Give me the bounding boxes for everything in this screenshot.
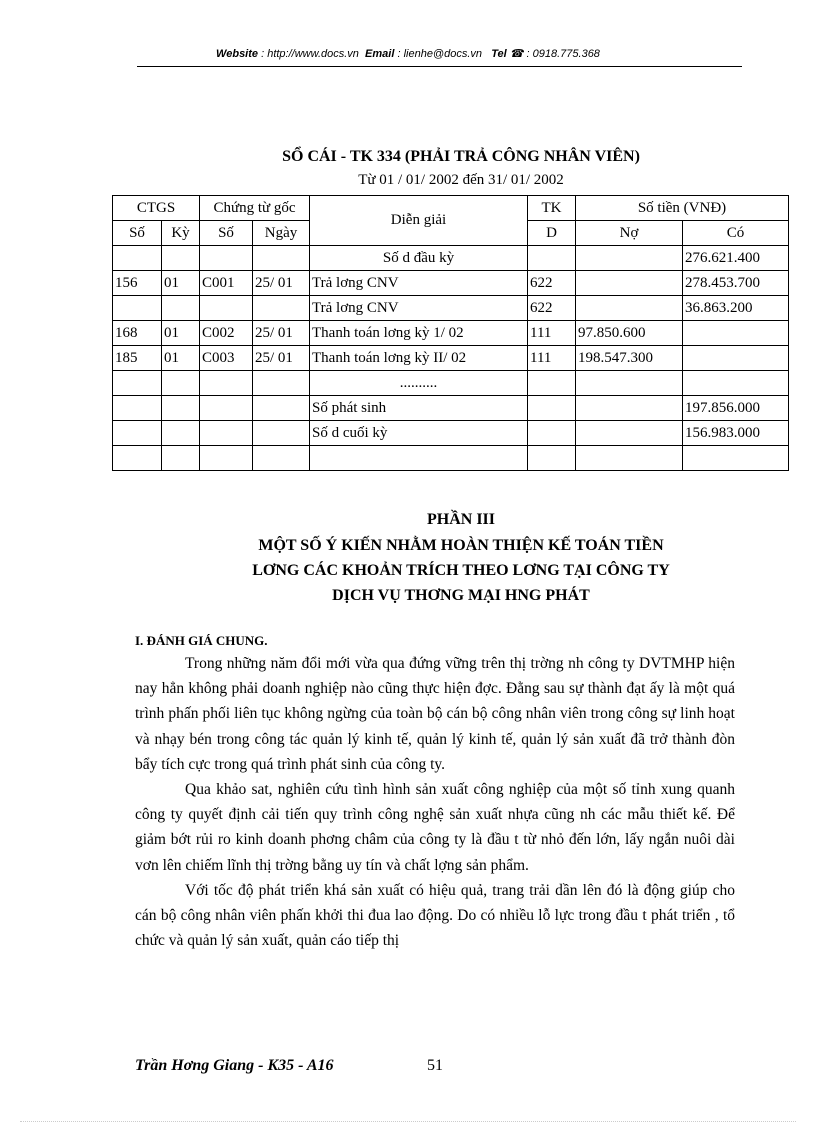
cell-dien-giai xyxy=(310,446,528,471)
cell-chung-tu-so xyxy=(200,396,253,421)
cell-co xyxy=(683,321,789,346)
cell-ctgs-so xyxy=(113,396,162,421)
header-divider xyxy=(137,66,742,67)
cell-ky: 01 xyxy=(162,346,200,371)
cell-ngay xyxy=(253,421,310,446)
cell-chung-tu-so xyxy=(200,421,253,446)
table-row xyxy=(113,371,789,396)
header-so-tien: Số tiền (VNĐ) xyxy=(576,196,789,221)
cell-dien-giai: Số d cuối kỳ xyxy=(310,421,528,446)
cell-co: 276.621.400 xyxy=(683,246,789,271)
cell-tk: 622 xyxy=(528,271,576,296)
table-row xyxy=(113,446,789,471)
cell-ngay xyxy=(253,371,310,396)
table-row xyxy=(113,346,789,371)
cell-chung-tu-so xyxy=(200,246,253,271)
cell-co xyxy=(683,371,789,396)
part-label: PHẦN III xyxy=(426,511,495,528)
cell-dien-giai: Số phát sinh xyxy=(310,396,528,421)
table-row xyxy=(113,421,789,446)
header-ctgs: CTGS xyxy=(113,196,200,221)
footer-divider xyxy=(20,1121,796,1122)
cell-tk: 111 xyxy=(528,321,576,346)
page-number: 51 xyxy=(427,1057,443,1074)
cell-tk xyxy=(528,371,576,396)
part-title-line2: LƠNG CÁC KHOẢN TRÍCH THEO LƠNG TẠI CÔNG TY xyxy=(252,562,670,579)
table-header-row xyxy=(113,196,789,221)
email-link[interactable]: lienhe@docs.vn xyxy=(403,48,483,60)
cell-dien-giai: Thanh toán lơng kỳ II/ 02 xyxy=(310,346,528,371)
cell-ky: 01 xyxy=(162,321,200,346)
part-title-line3: DỊCH VỤ THƠNG MẠI HNG PHÁT xyxy=(332,587,590,604)
email-label: Email xyxy=(365,48,395,60)
paragraph: Với tốc độ phát triển khá sản xuất có hiệu quả, trang trải dần lên đó là động giúp cho cán bộ công nhân viên phấn khởi thi đua lao động. Do có nhiều lỗ lực trong đầu t phát triển , tổ chức và quản lý sản xuất, quản cáo tiếp thị xyxy=(135,881,735,950)
cell-ky: 01 xyxy=(162,271,200,296)
cell-ky xyxy=(162,296,200,321)
cell-ngay: 25/ 01 xyxy=(253,346,310,371)
cell-tk xyxy=(528,446,576,471)
cell-ctgs-so xyxy=(113,246,162,271)
cell-no xyxy=(576,371,683,396)
cell-dien-giai: Trả lơng CNV xyxy=(310,271,528,296)
cell-co xyxy=(683,446,789,471)
header-ky: Kỳ xyxy=(162,221,200,246)
cell-ngay: 25/ 01 xyxy=(253,271,310,296)
cell-ky xyxy=(162,396,200,421)
table-row xyxy=(113,321,789,346)
part-title-line1: MỘT SỐ Ý KIẾN NHẰM HOÀN THIỆN KẾ TOÁN TIỀN xyxy=(258,537,664,554)
table-row xyxy=(113,296,789,321)
cell-ctgs-so xyxy=(113,446,162,471)
website-link[interactable]: http://www.docs.vn xyxy=(267,48,359,60)
cell-dien-giai: Thanh toán lơng kỳ 1/ 02 xyxy=(310,321,528,346)
cell-ngay: 25/ 01 xyxy=(253,321,310,346)
phone-icon: ☎ xyxy=(506,48,524,60)
cell-ky xyxy=(162,421,200,446)
header-co: Có xyxy=(683,221,789,246)
header-dien-giai: Diễn giải xyxy=(310,196,528,246)
table-row xyxy=(113,396,789,421)
cell-chung-tu-so: C002 xyxy=(200,321,253,346)
cell-co: 36.863.200 xyxy=(683,296,789,321)
cell-no: 198.547.300 xyxy=(576,346,683,371)
cell-ctgs-so: 156 xyxy=(113,271,162,296)
website-label: Website xyxy=(216,48,259,60)
cell-no xyxy=(576,246,683,271)
cell-chung-tu-so: C001 xyxy=(200,271,253,296)
body-text xyxy=(135,651,735,953)
cell-no xyxy=(576,271,683,296)
cell-no xyxy=(576,421,683,446)
cell-co xyxy=(683,346,789,371)
header-so2: Số xyxy=(200,221,253,246)
header-no: Nợ xyxy=(576,221,683,246)
cell-tk xyxy=(528,421,576,446)
header-chung-tu: Chứng từ gốc xyxy=(200,196,310,221)
section-heading: I. ĐÁNH GIÁ CHUNG. xyxy=(135,633,268,648)
paragraph: Qua khảo sat, nghiên cứu tình hình sản xuất công nghiệp của một số tỉnh xung quanh công ty quyết định cải tiến quy trình công nghệ sản xuất nhựa cũng nh các mẫu thiết kế. Để giảm bớt rủi ro kinh doanh phơng châm của công ty là đầu t từ nhỏ đến lớn, lấy ngắn nuôi dài vơn lên chiếm lĩnh thị trờng bằng uy tín và chất lợng sản phẩm. xyxy=(135,781,735,874)
cell-ky xyxy=(162,371,200,396)
cell-ngay xyxy=(253,396,310,421)
ledger-title: SỔ CÁI - TK 334 (PHẢI TRẢ CÔNG NHÂN VIÊN) xyxy=(282,148,640,165)
cell-dien-giai: Trả lơng CNV xyxy=(310,296,528,321)
header-d: D xyxy=(528,221,576,246)
cell-ctgs-so: 168 xyxy=(113,321,162,346)
cell-chung-tu-so xyxy=(200,296,253,321)
cell-no xyxy=(576,446,683,471)
cell-ctgs-so xyxy=(113,421,162,446)
cell-tk xyxy=(528,396,576,421)
cell-dien-giai: .......... xyxy=(310,371,528,396)
cell-chung-tu-so xyxy=(200,446,253,471)
cell-ngay xyxy=(253,246,310,271)
cell-ctgs-so xyxy=(113,296,162,321)
ledger-table xyxy=(112,195,789,471)
header-tk: TK xyxy=(528,196,576,221)
header-ngay: Ngày xyxy=(253,221,310,246)
page-header: Website : http://www.docs.vn Email : lienhe@docs.vn Tel ☎ : 0918.775.368 xyxy=(216,48,600,60)
cell-ctgs-so xyxy=(113,371,162,396)
cell-ky xyxy=(162,446,200,471)
table-row xyxy=(113,271,789,296)
cell-co: 156.983.000 xyxy=(683,421,789,446)
header-so: Số xyxy=(113,221,162,246)
cell-ctgs-so: 185 xyxy=(113,346,162,371)
tel-label: Tel xyxy=(491,48,507,60)
table-row xyxy=(113,246,789,271)
cell-ngay xyxy=(253,296,310,321)
cell-tk: 111 xyxy=(528,346,576,371)
cell-co: 278.453.700 xyxy=(683,271,789,296)
cell-no xyxy=(576,396,683,421)
tel-value: 0918.775.368 xyxy=(532,48,600,60)
ledger-period: Từ 01 / 01/ 2002 đến 31/ 01/ 2002 xyxy=(358,172,564,188)
cell-no: 97.850.600 xyxy=(576,321,683,346)
cell-tk xyxy=(528,246,576,271)
cell-co: 197.856.000 xyxy=(683,396,789,421)
paragraph: Trong những năm đổi mới vừa qua đứng vững trên thị trờng nh công ty DVTMHP hiện nay hẳn không phải doanh nghiệp nào cũng thực hiện đợc. Đằng sau sự thành đạt ấy là một quá trình phấn phối liên tục không ngừng của toàn bộ cán bộ công nhân viên trong công sự linh hoạt và nhạy bén trong công tác quản lý kinh tế, quản lý kinh tế, quản lý sản xuất đã trở thành đòn bẩy tích cực trong quá trình phát sinh của công ty. xyxy=(135,655,735,773)
cell-chung-tu-so: C003 xyxy=(200,346,253,371)
cell-ky xyxy=(162,246,200,271)
cell-ngay xyxy=(253,446,310,471)
cell-tk: 622 xyxy=(528,296,576,321)
footer-author: Trần Hơng Giang - K35 - A16 xyxy=(135,1057,334,1074)
cell-no xyxy=(576,296,683,321)
cell-chung-tu-so xyxy=(200,371,253,396)
cell-dien-giai: Số d đầu kỳ xyxy=(310,246,528,271)
